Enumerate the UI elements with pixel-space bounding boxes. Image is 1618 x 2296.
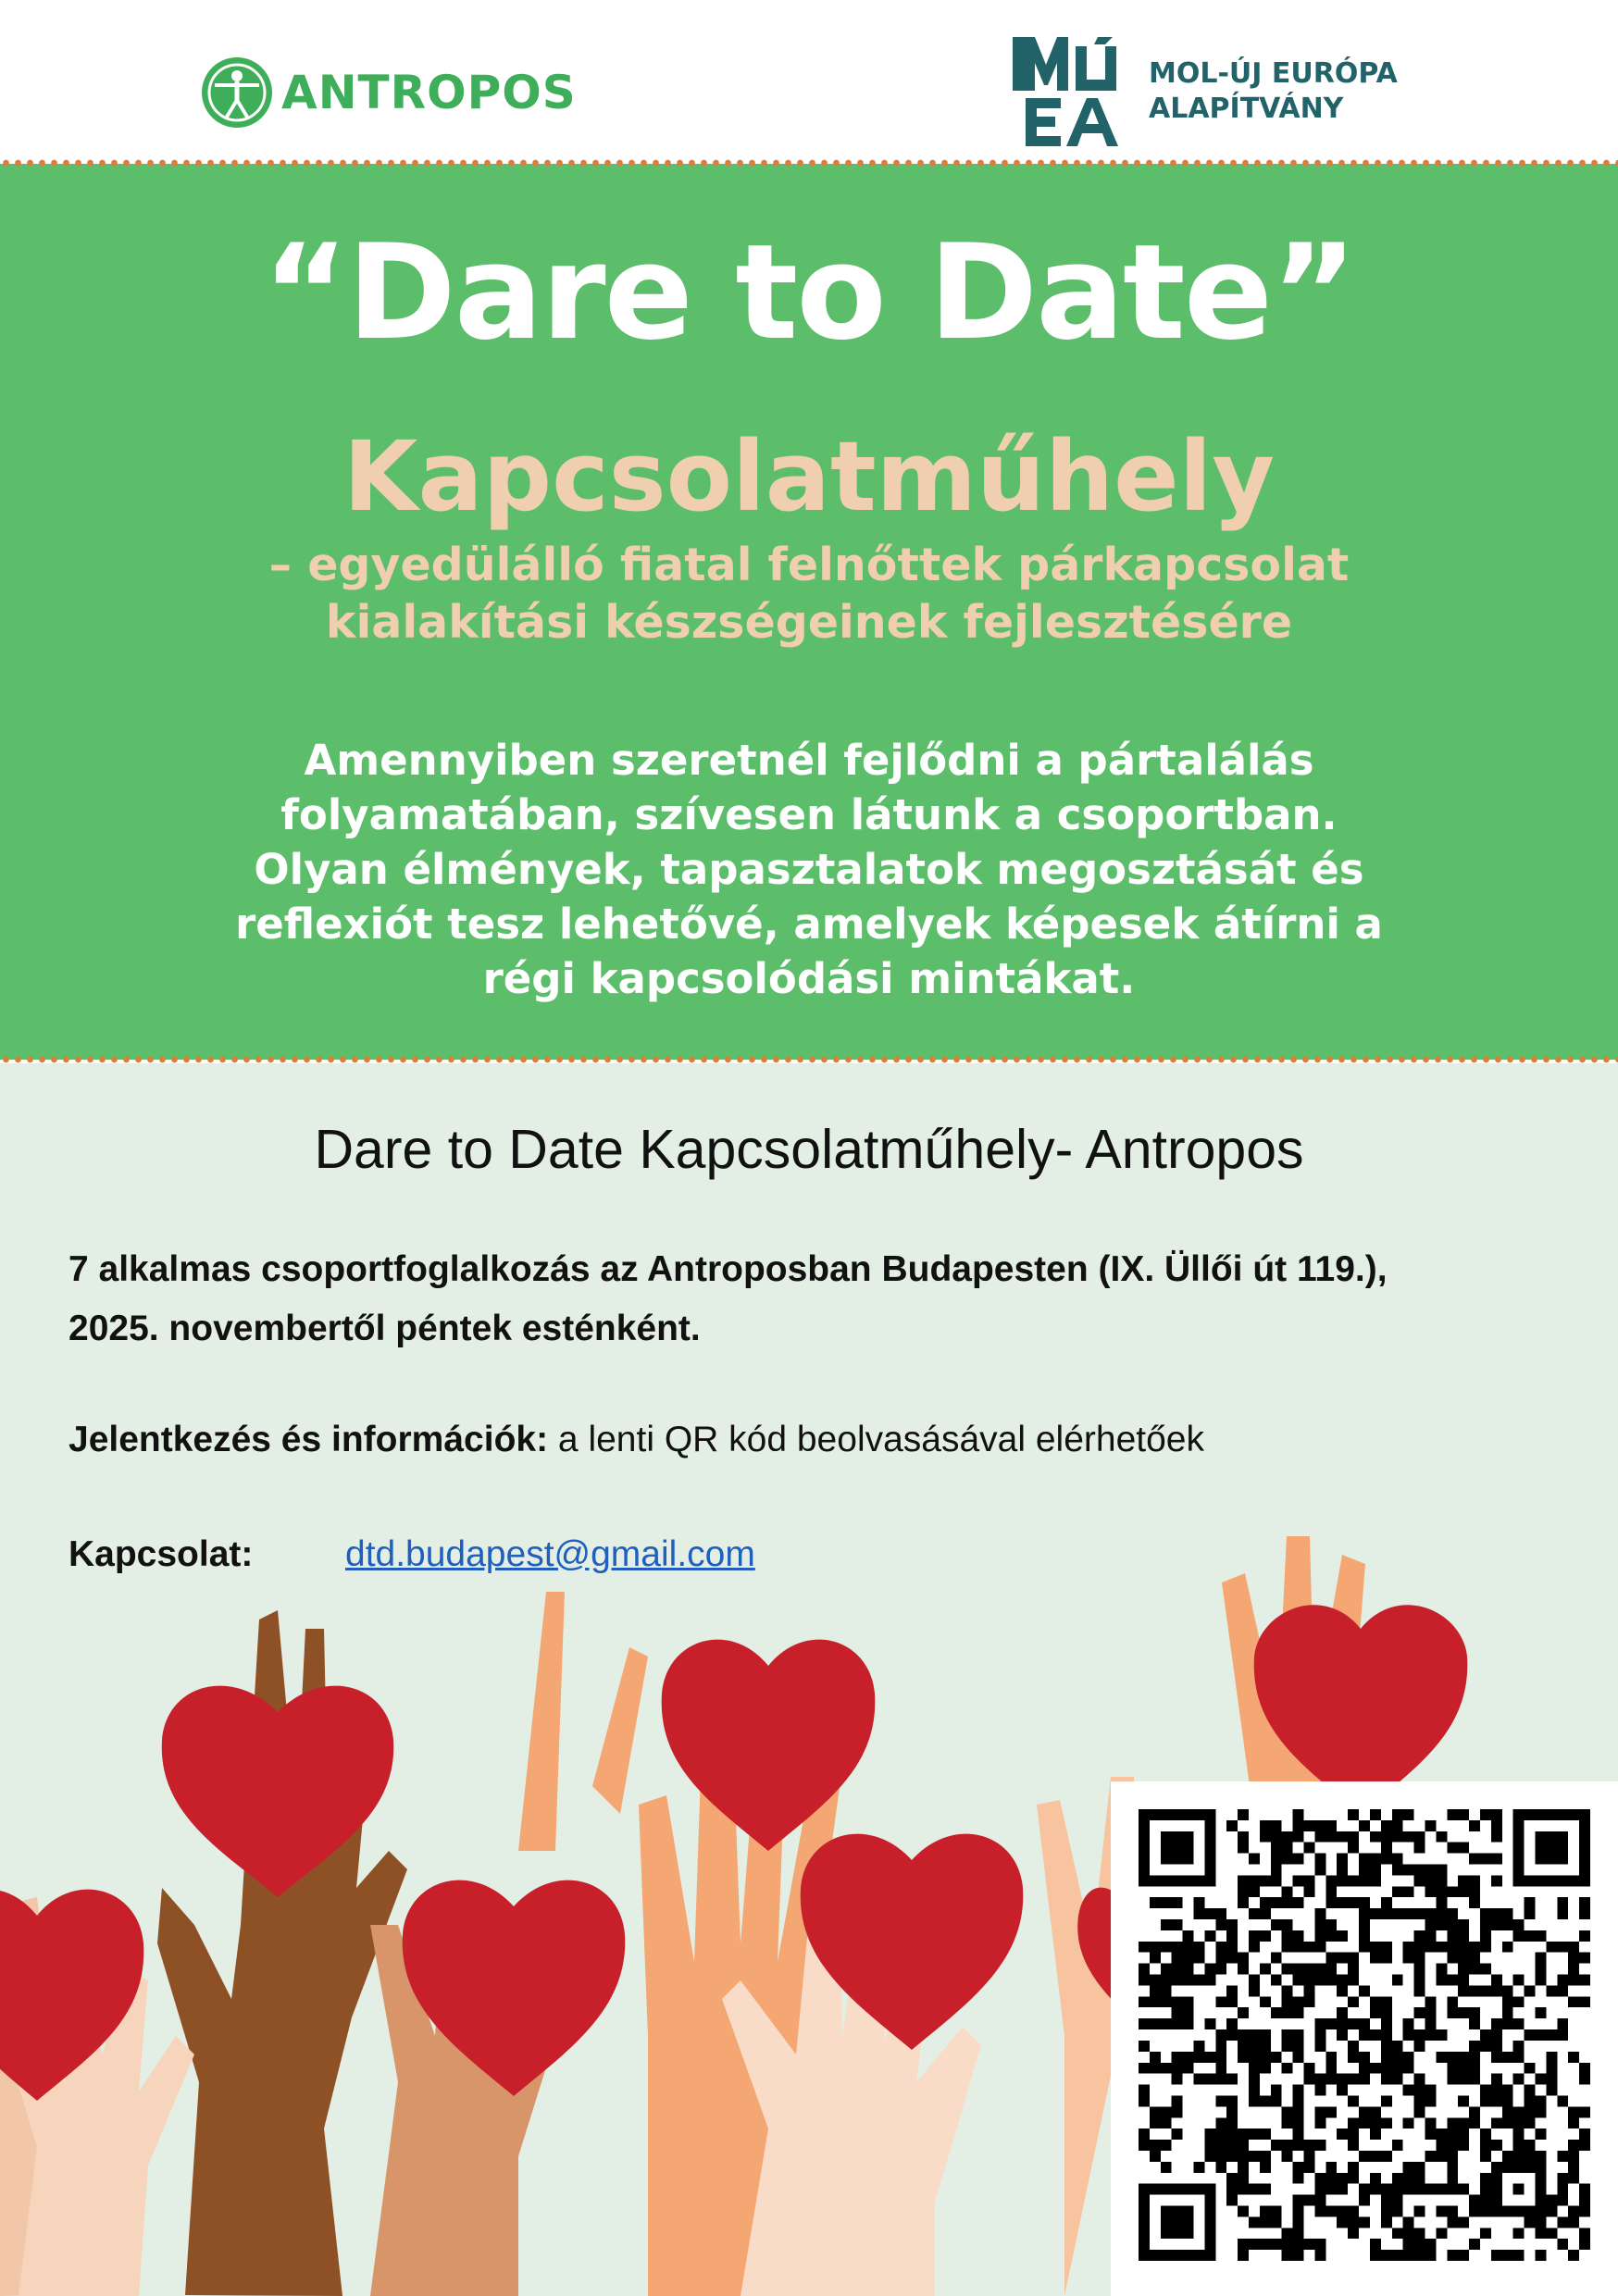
invitation-line: Olyan élmények, tapasztalatok megosztását és	[254, 845, 1364, 894]
heart-icon	[662, 1640, 876, 1851]
invitation-line: folyamatában, szívesen látunk a csoportban.	[280, 790, 1338, 839]
heart-icon	[162, 1686, 394, 1897]
schedule-line: 2025. novembertől péntek esténként.	[68, 1309, 701, 1348]
contact-label: Kapcsolat:	[68, 1534, 254, 1574]
invitation-line: reflexiót tesz lehetővé, amelyek képesek átírni a	[235, 900, 1383, 949]
event-subtitle: Kapcsolatműhely	[342, 420, 1276, 533]
antropos-logo-text: ANTROPOS	[281, 66, 577, 119]
contact-email-link[interactable]: dtd.budapest@gmail.com	[345, 1534, 755, 1574]
tagline-line: – egyedülálló fiatal felnőttek párkapcsolat	[268, 539, 1350, 591]
signup-info	[68, 1410, 1568, 1470]
signup-label: Jelentkezés és információk:	[68, 1420, 549, 1459]
mol-logo-line2: ALAPÍTVÁNY	[1149, 93, 1344, 125]
event-title: “Dare to Date”	[262, 217, 1356, 369]
schedule-line: 7 alkalmas csoportfoglalkozás az Antroposban Budapesten (IX. Üllői út 119.),	[68, 1249, 1388, 1289]
mol-logo-line1: MOL-ÚJ EURÓPA	[1149, 57, 1398, 90]
contact-info	[68, 1525, 1568, 1584]
details-heading: Dare to Date Kapcsolatműhely- Antropos	[314, 1119, 1304, 1180]
signup-text: a lenti QR kód beolvasásával elérhetőek	[548, 1420, 1204, 1459]
invitation-line: régi kapcsolódási mintákat.	[482, 954, 1136, 1003]
invitation-line: Amennyiben szeretnél fejlődni a pártalálás	[304, 736, 1314, 785]
schedule-text	[68, 1240, 1568, 1359]
hand-mid-left	[518, 1592, 648, 1851]
qr-code-icon[interactable]	[1139, 1809, 1590, 2261]
tagline-line: kialakítási készségeinek fejlesztésére	[325, 596, 1293, 649]
